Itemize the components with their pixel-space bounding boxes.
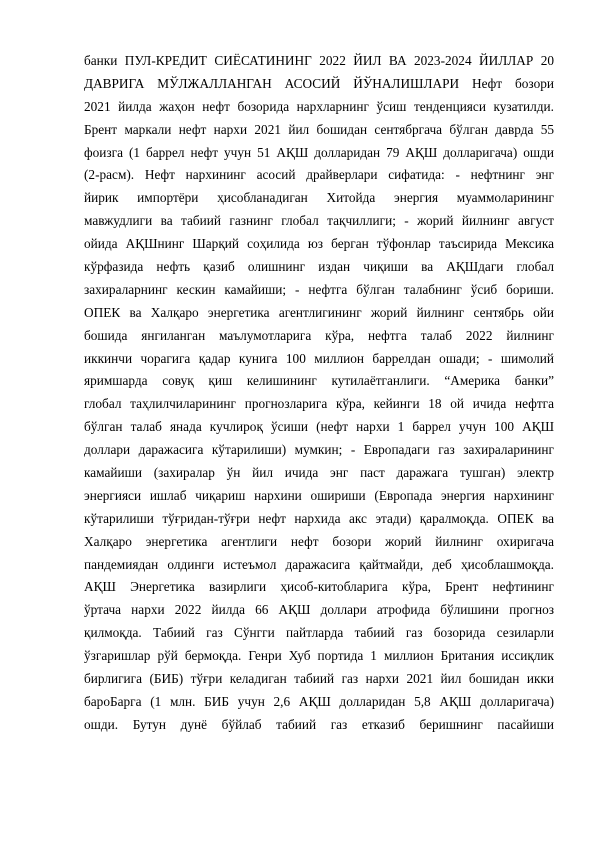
text-line: ошди. Бутун дунё бўйлаб табиий газ етказиб беришнинг пасайиши: [84, 716, 554, 732]
text-line: доллари даражасига кўтарилиши) мумкин; - Европадаги газ захираларининг: [84, 442, 554, 458]
text-line: яримшарда совуқ қиш келишининг кутилаётганлиги. “Америка банки”: [84, 373, 554, 389]
text-line: кўрфазида нефть қазиб олишнинг издан чиқиши ва АҚШдаги глобал: [84, 259, 554, 275]
text-line: йирик импортёри ҳисобланадиган Хитойда энергия муаммоларининг: [84, 190, 554, 206]
text-line: қилмоқда. Табиий газ Сўнгги пайтларда табиий газ бозорида сезиларли: [84, 625, 554, 641]
text-line: бўлган талаб янада кучлироқ ўсиши (нефт нархи 1 баррел учун 100 АҚШ: [84, 419, 554, 435]
text-line: глобал таҳлилчиларининг прогнозларига кўра, кейинги 18 ой ичида нефтга: [84, 396, 554, 412]
text-line: кўтарилиши тўғридан-тўғри нефт нархида акс этади) қаралмоқда. ОПЕК ва: [84, 510, 554, 526]
text-line: ОПЕК ва Халқаро энергетика агентлигининг жорий йилнинг сентябрь ойи: [84, 304, 554, 320]
text-line: пандемиядан олдинги истеъмол даражасига қайтмайди, деб ҳисоблашмоқда.: [84, 556, 554, 572]
text-line: ДАВРИГА МЎЛЖАЛЛАНГАН АСОСИЙ ЙЎНАЛИШЛАРИ Нефт бозори: [84, 75, 554, 91]
text-line: бошида янгиланган маълумотларига кўра, нефтга талаб 2022 йилнинг: [84, 327, 554, 343]
text-line: 2021 йилда жаҳон нефт бозорида нархларнинг ўсиш тенденцияси кузатилди.: [84, 98, 554, 114]
text-line: ойида АҚШнинг Шарқий соҳилида юз берган тўфонлар таъсирида Мексика: [84, 236, 554, 252]
text-line: ўртача нархи 2022 йилда 66 АҚШ доллари атрофида бўлишини прогноз: [84, 602, 554, 618]
text-line: АҚШ Энергетика вазирлиги ҳисоб-китобларига кўра, Брент нефтининг: [84, 579, 554, 595]
text-line: захираларнинг кескин камайиши; - нефтга бўлган талабнинг ўсиб бориши.: [84, 281, 554, 297]
text-line: (2-расм). Нефт нархининг асосий драйверлари сифатида: - нефтнинг энг: [84, 167, 554, 183]
body-text: [84, 50, 554, 737]
text-line: ўзгаришлар рўй бермоқда. Генри Хуб портида 1 миллион Британия иссиқлик: [84, 648, 554, 664]
text-line: Халқаро энергетика агентлиги нефт бозори жорий йилнинг охиригача: [84, 533, 554, 549]
text-line: мавжудлиги ва табиий газнинг глобал тақчиллиги; - жорий йилнинг август: [84, 213, 554, 229]
text-line: фоизга (1 баррел нефт учун 51 АҚШ долларидан 79 АҚШ долларигача) ошди: [84, 144, 554, 160]
text-line: энергияси ишлаб чиқариш нархини ошириши (Европада энергия нархининг: [84, 487, 554, 503]
text-line: камайиши (захиралар ўн йил ичида энг паст даражага тушган) электр: [84, 465, 554, 481]
text-line: банки ПУЛ-КРЕДИТ СИЁСАТИНИНГ 2022 ЙИЛ ВА 2023-2024 ЙИЛЛАР 20: [84, 53, 554, 68]
text-line: иккинчи чорагига қадар кунига 100 миллион баррелдан ошади; - шимолий: [84, 350, 554, 366]
text-line: бирлигига (БИБ) тўғри келадиган табиий газ нархи 2021 йил бошидан икки: [84, 671, 554, 687]
text-line: бароБарга (1 млн. БИБ учун 2,6 АҚШ долларидан 5,8 АҚШ долларигача): [84, 693, 554, 709]
text-line: Брент маркали нефт нархи 2021 йил бошидан сентябргача бўлган даврда 55: [84, 121, 554, 137]
